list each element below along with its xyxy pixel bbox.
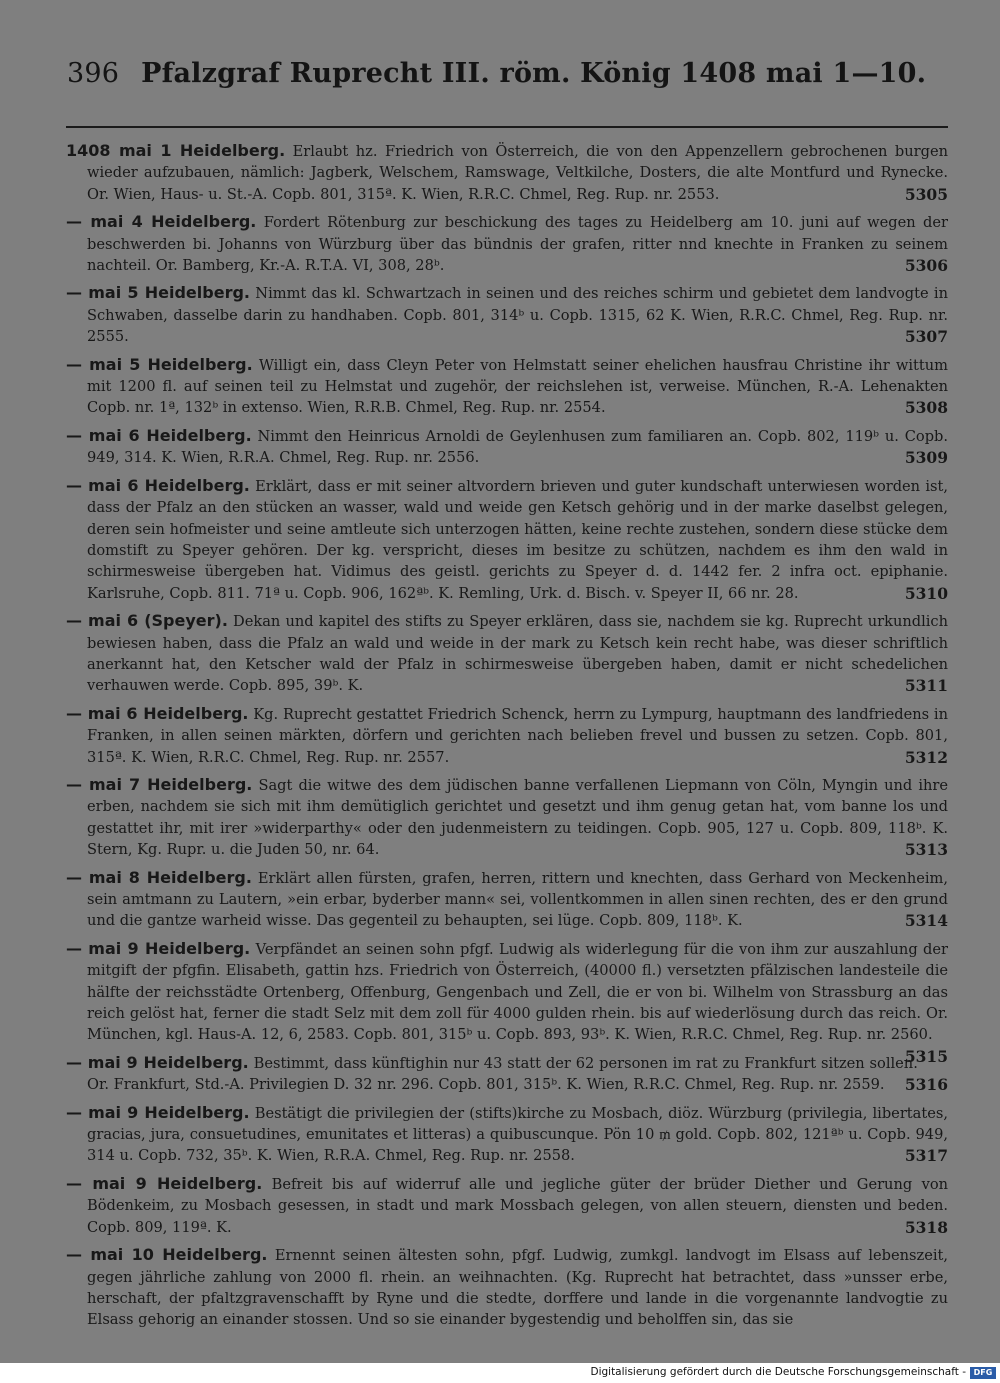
entry-text: Erklärt allen fürsten, grafen, herren, rittern und knechten, dass Gerhard von Meckenheim, sein amtmann zu Lautern, »ein erbar, byderber mann« sei, vollentkommen in allen sinen rechten, des er den grund und die gantze warheid wisse. Das gegenteil zu behaupten, sei lüge. Copb. 809, 118ᵇ. K. bbox=[87, 869, 949, 930]
entry-date-place: 1408 mai 1 Heidelberg. bbox=[66, 141, 286, 160]
regest-entry bbox=[66, 140, 948, 205]
entry-text: Dekan und kapitel des stifts zu Speyer erklären, dass sie, nachdem sie kg. Ruprecht urkundlich bewiesen haben, dass die Pfalz an wald und weide in der mark zu Ketsch kein recht habe, was dieser schriftlich anerkannt hat, den Ketscher wald der Pfalz in schirmesweise übergeben haben, damit er nicht schedelichen verhauwen werde. Copb. 895, 39ᵇ. K. bbox=[87, 613, 949, 695]
entry-number: 5305 bbox=[904, 184, 948, 204]
entry-text: Erklärt, dass er mit seiner altvordern brieven und guter kundschaft unterwiesen worden ist, dass der Pfalz an den stücken an wasser, wald und weide gen Ketsch gehörig und in der marke daselbst gelegen, deren sein hofmeister und seine amtleute sich unterzogen hätten, keine rechte zustehen, sondern diese stücke dem domstift zu Speyer gehören. Der kg. verspricht, dieses im besitze zu schützen, nachdem es ihm den wald in schirmesweise übergeben hat. Vidimus des geistl. gerichts zu Speyer d. d. 1442 fer. 2 infra oct. epiphanie. Karlsruhe, Copb. 811. 71ª u. Copb. 906, 162ªᵇ. K. Remling, Urk. d. Bisch. v. Speyer II, 66 nr. 28. bbox=[87, 477, 948, 602]
entry-number: 5317 bbox=[904, 1146, 948, 1166]
entry-date-place: — mai 9 Heidelberg. bbox=[66, 938, 251, 958]
entry-number: 5315 bbox=[904, 1046, 948, 1066]
entry-date-place: — mai 6 Heidelberg. bbox=[66, 703, 249, 723]
entry-date-place: — mai 10 Heidelberg. bbox=[66, 1245, 268, 1265]
entry-text: Fordert Rötenburg zur beschickung des tages zu Heidelberg am 10. juni auf wegen der beschwerden bi. Johanns von Würzburg über das bündnis der grafen, ritter nnd knechte in Franken zu seinem nachteil. Or. Bamberg, Kr.-A. R.T.A. VI, 308, 28ᵇ. bbox=[87, 214, 949, 275]
entry-date-place: — mai 9 Heidelberg. bbox=[66, 1102, 250, 1122]
entry-text: Willigt ein, dass Cleyn Peter von Helmstatt seiner ehelichen hausfrau Christine ihr wittum mit 1200 fl. auf seinen teil zu Helmstat und zugehör, der reichslehen ist, verweise. München, R.-A. Lehenakten Copb. nr. 1ª, 132ᵇ in extenso. Wien, R.R.B. Chmel, Reg. Rup. nr. 2554. bbox=[87, 356, 948, 417]
regest-entry bbox=[66, 703, 948, 768]
entry-number: 5312 bbox=[904, 747, 948, 767]
entry-date-place: — mai 6 Heidelberg. bbox=[66, 475, 250, 495]
entry-text: Bestätigt die privilegien der (stifts)kirche zu Mosbach, diöz. Würzburg (privilegia, libertates, gracias, jura, consuetudines, emunitates et litteras) a quibuscunque. Pön 10 ₥ gold. Copb. 802, 121ªᵇ u. Copb. 949, 314 u. Copb. 732, 35ᵇ. K. Wien, R.R.A. Chmel, Reg. Rup. nr. 2558. bbox=[87, 1104, 948, 1165]
entry-text: Kg. Ruprecht gestattet Friedrich Schenck, herrn zu Lympurg, hauptmann des landfriedens in Franken, in allen seinen märkten, dörfern und gerichten nach belieben frevel und bussen zu setzen. Copb. 801, 315ª. K. Wien, R.R.C. Chmel, Reg. Rup. nr. 2557. bbox=[87, 705, 949, 766]
regest-entry bbox=[66, 938, 948, 1066]
entry-text: Bestimmt, dass künftighin nur 43 statt der 62 personen im rat zu Frankfurt sitzen sollen. Or. Frankfurt, Std.-A. Privilegien D. 32 nr. 296. Copb. 801, 315ᵇ. K. Wien, R.R.C. Chmel, Reg. Rup. nr. 2559. bbox=[87, 1054, 918, 1094]
entry-number: 5311 bbox=[904, 676, 948, 696]
footer-credit: Digitalisierung gefördert durch die Deutsche Forschungsgemeinschaft - bbox=[590, 1366, 966, 1378]
dfg-logo-icon: DFG bbox=[970, 1367, 996, 1379]
entry-text: Sagt die witwe des dem jüdischen banne verfallenen Liepmann von Cöln, Myngin und ihre erben, nachdem sie sich mit ihm demütiglich gerichtet und gesetzt und ihm genug getan hat, vom banne los und gestattet ihr, mit irer »widerparthy« oder den judenmeistern zu teidingen. Copb. 905, 127 u. Copb. 809, 118ᵇ. K. Stern, Kg. Rupr. u. die Juden 50, nr. 64. bbox=[87, 776, 948, 859]
page-header bbox=[67, 58, 947, 89]
entry-number: 5318 bbox=[904, 1217, 948, 1237]
regest-entry bbox=[66, 211, 948, 276]
entry-text: Nimmt den Heinricus Arnoldi de Geylenhusen zum familiaren an. Copb. 802, 119ᵇ u. Copb. 949, 314. K. Wien, R.R.A. Chmel, Reg. Rup. nr. 2556. bbox=[87, 427, 949, 467]
regest-entry bbox=[66, 282, 948, 347]
entry-text: Ernennt seinen ältesten sohn, pfgf. Ludwig, zumkgl. landvogt im Elsass auf lebenszeit, gegen jährliche zahlung von 2000 fl. rhein. an weihnachten. (Kg. Ruprecht hat betrachtet, dass »unsser erbe, herschaft, der pfaltzgravenschafft by Ryne und die stedte, dorffere und lande in die vorgenannte landvogtie zu Elsass gehorig an einander stossen. Und so sie einander bygestendig und beholffen sin, das sie bbox=[87, 1247, 949, 1329]
entry-number: 5313 bbox=[904, 840, 948, 860]
regest-entry bbox=[66, 1102, 948, 1167]
entry-number: 5314 bbox=[904, 911, 948, 931]
entry-number: 5309 bbox=[904, 448, 948, 468]
page-number: 396 bbox=[67, 58, 120, 89]
page-title: Pfalzgraf Ruprecht III. röm. König 1408 mai 1—10. bbox=[141, 58, 927, 89]
entry-number: 5316 bbox=[904, 1075, 948, 1095]
entry-date-place: — mai 8 Heidelberg. bbox=[66, 867, 252, 887]
entry-date-place: — mai 7 Heidelberg. bbox=[66, 774, 253, 794]
entry-text: Erlaubt hz. Friedrich von Österreich, die von den Appenzellern gebrochenen burgen wieder aufzubauen, nämlich: Jagberk, Welschem, Ramswage, Veltkilche, Dosters, die alte Montfurd und Rynecke. Or. Wien, Haus- u. St.-A. Copb. 801, 315ª. K. Wien, R.R.C. Chmel, Reg. Rup. nr. 2553. bbox=[87, 143, 948, 203]
entry-date-place: — mai 6 Heidelberg. bbox=[66, 425, 252, 445]
entry-text: Befreit bis auf widerruf alle und jegliche güter der brüder Diether und Gerung von Bödenkeim, zu Mosbach gesessen, in stadt und mark Mossbach gelegen, von allen steuern, diensten und beden. Copb. 809, 119ª. K. bbox=[87, 1175, 949, 1236]
entry-number: 5306 bbox=[904, 256, 948, 276]
regest-list bbox=[66, 140, 948, 1337]
entry-number: 5310 bbox=[904, 583, 948, 603]
entry-date-place: — mai 5 Heidelberg. bbox=[66, 283, 250, 303]
regest-entry bbox=[66, 425, 948, 469]
regest-entry bbox=[66, 867, 948, 932]
entry-number: 5307 bbox=[904, 327, 948, 347]
entry-number: 5308 bbox=[904, 398, 948, 418]
entry-date-place: — mai 9 Heidelberg. bbox=[66, 1052, 249, 1072]
regest-entry bbox=[66, 1244, 948, 1331]
entry-date-place: — mai 9 Heidelberg. bbox=[66, 1173, 263, 1193]
regest-entry bbox=[66, 1173, 948, 1238]
entry-text: Nimmt das kl. Schwartzach in seinen und des reiches schirm und gebietet dem landvogte in Schwaben, dasselbe darin zu handhaben. Copb. 801, 314ᵇ u. Copb. 1315, 62 K. Wien, R.R.C. Chmel, Reg. Rup. nr. 2555. bbox=[87, 285, 949, 346]
regest-entry bbox=[66, 774, 948, 861]
regest-entry bbox=[66, 610, 948, 697]
entry-date-place: — mai 4 Heidelberg. bbox=[66, 212, 257, 232]
regest-entry bbox=[66, 354, 948, 419]
entry-date-place: — mai 5 Heidelberg. bbox=[66, 354, 253, 374]
regest-entry bbox=[66, 1052, 948, 1096]
footer bbox=[0, 1363, 1000, 1383]
entry-date-place: — mai 6 (Speyer). bbox=[66, 611, 228, 631]
header-rule bbox=[66, 126, 948, 128]
regest-entry bbox=[66, 475, 948, 604]
entry-text: Verpfändet an seinen sohn pfgf. Ludwig als widerlegung für die von ihm zur auszahlung der mitgift der pfgfin. Elisabeth, gattin hzs. Friedrich von Österreich, (40000 fl.) versetzten pfälzischen landesteile die hälfte der reichsstädte Ortenberg, Offenburg, Gengenbach und Zell, die er von bi. Wilhelm von Strassburg an das reich gelöst hat, ferner die stadt Selz mit dem zoll für 4000 gulden rhein. bis auf wiederlösung durch das reich. Or. München, kgl. Haus-A. 12, 6, 2583. Copb. 801, 315ᵇ u. Copb. 893, 93ᵇ. K. Wien, R.R.C. Chmel, Reg. Rup. nr. 2560. bbox=[87, 940, 948, 1044]
